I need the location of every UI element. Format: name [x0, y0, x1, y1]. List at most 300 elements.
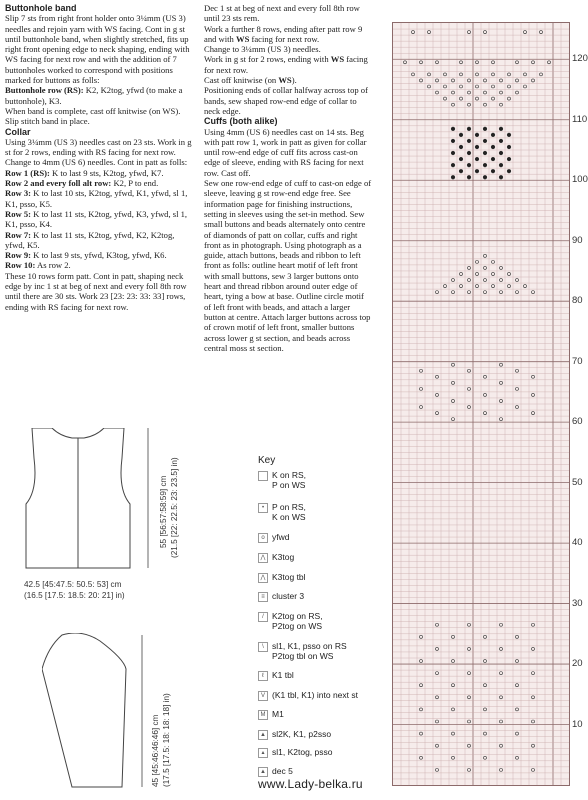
stitch-symbol [428, 31, 431, 34]
stitch-symbol [516, 406, 519, 409]
key-item [258, 552, 388, 562]
key-label: sl1, K1, psso on RS P2tog tbl on WS [272, 641, 347, 661]
vest-height-cm: 55 [56:57:58:59] cm [159, 475, 168, 548]
sleeve-height-in: (17.5 [17.5: 18: 18: 18] in) [162, 693, 171, 787]
key-symbol-icon: ▴ [258, 748, 268, 758]
stitch-symbol [468, 406, 471, 409]
buttonhole-band-text: Slip 7 sts from right front holder onto 3¼mm (US 3) needles and rejoin yarn with WS facing. Cont in g st until buttonhole band, when slightly stretched, fits up right front opening edge to neck shaping, ending with WS facing for next row and with the addition of 7 buttonholes worked to correspond with positions marked for buttons as folls: [5, 13, 190, 86]
instructions-column-2 [204, 3, 372, 353]
row-label: Row 10: [5, 260, 36, 271]
text-fragment: Work a further 8 rows, ending after patt row 9 and with [204, 23, 363, 44]
stitch-symbol [468, 647, 471, 650]
stitch-symbol [420, 732, 423, 735]
stitch-symbol [516, 61, 519, 64]
key-item [258, 709, 388, 719]
stitch-symbol [484, 266, 487, 269]
buttonhole-row-label: Buttonhole row (RS): [5, 85, 84, 96]
stitch-symbol [460, 85, 463, 88]
work-further-text [204, 24, 372, 45]
row-label: Row 1 (RS): [5, 167, 50, 178]
stitch-symbol [451, 127, 455, 131]
stitch-symbol [516, 684, 519, 687]
key-symbol-icon [258, 471, 268, 481]
stitch-symbol [500, 103, 503, 106]
stitch-symbol [507, 157, 511, 161]
row-label: 50 [572, 476, 583, 488]
stitch-symbol [452, 291, 455, 294]
stitch-symbol [516, 79, 519, 82]
finishing-text: Sew one row-end edge of cuff to cast-on edge of sleeve, leaving g st row-end edge free. See information page for finishing instructions, setting in sleeves using the set-in method. Sew small buttons and beads alternately onto centre of diamonds of patt on collar, cuffs and right front as in photograph. Using photograph as a guide, attach buttons, beads and ribbon to left front as folls: outline heart motif of left front with small buttons, sew 3 larger buttons onto heart and thread ribbon around outer edge of heart, tying a bow at base. Outline circle motif of left front with beads, and attach a larger button at centre. Attach larger buttons across top of crown motif of left front, smaller buttons across lower g st section, and beads across central moss st section. [204, 178, 372, 353]
stitch-symbol [500, 696, 503, 699]
stitch-symbol [500, 291, 503, 294]
stitch-symbol [524, 73, 527, 76]
stitch-symbol [468, 79, 471, 82]
stitch-symbol [436, 375, 439, 378]
stitch-symbol [451, 151, 455, 155]
vest-height-dimension [159, 476, 168, 548]
stitch-symbol [412, 73, 415, 76]
stitch-symbol [483, 139, 487, 143]
buttonhole-band-heading: Buttonhole band [5, 3, 77, 13]
stitch-symbol [500, 279, 503, 282]
stitch-symbol [516, 291, 519, 294]
chart-key [258, 455, 388, 776]
stitch-symbol [484, 291, 487, 294]
key-title: Key [258, 455, 276, 466]
stitch-symbol [476, 260, 479, 263]
row-label: 40 [572, 537, 583, 549]
stitch-symbol [483, 163, 487, 167]
stitch-symbol [491, 145, 495, 149]
row-label: 80 [572, 295, 583, 307]
stitch-symbol [475, 169, 479, 173]
stitch-symbol [452, 279, 455, 282]
key-item [258, 747, 388, 757]
row-label: Row 9: [5, 250, 32, 261]
stitch-symbol [484, 732, 487, 735]
vest-height-inch-dimension [170, 457, 179, 558]
stitch-symbol [468, 103, 471, 106]
stitch-symbol [532, 623, 535, 626]
row-text: K to last 10 sts, K2tog, yfwd, K1, yfwd, sl 1, K1, psso, K5. [5, 188, 188, 209]
stitch-symbol [484, 756, 487, 759]
row-label: 60 [572, 416, 583, 428]
stitch-symbol [467, 175, 471, 179]
stitch-symbol [476, 61, 479, 64]
stitch-symbol [468, 720, 471, 723]
pattern-row [5, 188, 195, 209]
stitch-symbol [468, 696, 471, 699]
stitch-symbol [460, 272, 463, 275]
ws-label: WS [235, 33, 250, 44]
stitch-symbol [484, 79, 487, 82]
ws-label: WS [278, 75, 292, 86]
key-label: P on RS, K on WS [272, 502, 306, 522]
instructions-column-1 [5, 3, 195, 312]
stitch-symbol [491, 157, 495, 161]
stitch-symbol [452, 381, 455, 384]
sleeve-height-inch-dimension [162, 693, 171, 787]
sleeve-height-cm: 45 [45:46:46:46] cm [151, 714, 160, 787]
stitch-symbol [484, 31, 487, 34]
stitch-symbol [516, 635, 519, 638]
stitch-symbol [444, 73, 447, 76]
stitch-symbol [540, 31, 543, 34]
stitch-symbol [452, 418, 455, 421]
row-label: Row 5: [5, 208, 32, 219]
stitch-symbol [524, 85, 527, 88]
stitch-symbol [452, 79, 455, 82]
row-label: 120 [572, 53, 588, 65]
key-label: K3tog tbl [272, 572, 306, 582]
knitting-chart [392, 22, 570, 786]
key-item [258, 532, 388, 542]
stitch-symbol [436, 696, 439, 699]
key-symbol-icon: M [258, 710, 268, 720]
collar-heading: Collar [5, 126, 31, 137]
stitch-symbol [500, 647, 503, 650]
stitch-symbol [459, 145, 463, 149]
stitch-symbol [468, 744, 471, 747]
stitch-symbol [468, 266, 471, 269]
stitch-symbol [499, 163, 503, 167]
vest-height-in: (21.5 [22: 22.5: 23: 23.5] in) [170, 457, 179, 558]
stitch-symbol [475, 145, 479, 149]
stitch-symbol [532, 647, 535, 650]
key-label: K3tog [272, 552, 295, 562]
stitch-symbol [436, 647, 439, 650]
stitch-symbol [451, 163, 455, 167]
stitch-symbol [475, 157, 479, 161]
stitch-symbol [436, 61, 439, 64]
stitch-symbol [468, 91, 471, 94]
stitch-symbol [420, 756, 423, 759]
stitch-symbol [451, 175, 455, 179]
key-item [258, 572, 388, 582]
key-symbol-icon: ▲ [258, 730, 268, 740]
stitch-symbol [484, 91, 487, 94]
key-item [258, 690, 388, 700]
stitch-symbol [420, 684, 423, 687]
cuffs-heading: Cuffs (both alike) [204, 116, 278, 127]
stitch-symbol [476, 97, 479, 100]
stitch-symbol [516, 387, 519, 390]
stitch-symbol [500, 623, 503, 626]
stitch-symbol [452, 684, 455, 687]
key-item [258, 641, 388, 661]
stitch-symbol [467, 139, 471, 143]
key-label: K on RS, P on WS [272, 470, 307, 490]
stitch-symbol [420, 708, 423, 711]
stitch-symbol [532, 79, 535, 82]
row-text: K to last 11 sts, K2tog, yfwd, K3, yfwd, sl 1, K1, psso, K4. [5, 208, 188, 230]
key-label: K2tog on RS, P2tog on WS [272, 611, 323, 631]
stitch-symbol [468, 291, 471, 294]
stitch-symbol [436, 720, 439, 723]
stitch-symbol [467, 127, 471, 131]
dec-text: Dec 1 st at beg of next and every foll 8th row until 23 sts rem. [204, 3, 360, 24]
stitch-symbol [500, 399, 503, 402]
key-item [258, 729, 388, 739]
key-item [258, 470, 388, 490]
stitch-symbol [476, 73, 479, 76]
key-item [258, 591, 388, 601]
pattern-row [5, 168, 195, 178]
stitch-symbol [452, 708, 455, 711]
row-label: 90 [572, 234, 583, 246]
stitch-symbol [476, 285, 479, 288]
stitch-symbol [532, 393, 535, 396]
key-item [258, 502, 388, 522]
stitch-symbol [436, 412, 439, 415]
key-symbol-icon: ≡ [258, 592, 268, 602]
stitch-symbol [492, 272, 495, 275]
stitch-symbol [499, 139, 503, 143]
stitch-symbol [420, 79, 423, 82]
stitch-symbol [532, 375, 535, 378]
stitch-symbol [492, 61, 495, 64]
key-label: dec 5 [272, 766, 293, 776]
row-text: K to last 9 sts, K2tog, yfwd, K7. [49, 167, 164, 178]
text-fragment: Cast off knitwise (on [204, 75, 279, 86]
stitch-symbol [500, 672, 503, 675]
stitch-symbol [452, 732, 455, 735]
stitch-symbol [476, 272, 479, 275]
text-fragment: facing for next row. [249, 33, 320, 44]
key-label: M1 [272, 709, 284, 719]
stitch-symbol [420, 61, 423, 64]
stitch-symbol [516, 91, 519, 94]
text-fragment: facing for next row. [204, 54, 368, 75]
stitch-symbol [436, 744, 439, 747]
stitch-symbol [508, 272, 511, 275]
row-label: 100 [572, 174, 588, 186]
stitch-symbol [483, 127, 487, 131]
stitch-symbol [516, 369, 519, 372]
stitch-symbol [452, 103, 455, 106]
stitch-symbol [507, 169, 511, 173]
stitch-symbol [516, 756, 519, 759]
stitch-symbol [452, 635, 455, 638]
stitch-symbol [484, 375, 487, 378]
text-fragment: ). [291, 75, 297, 86]
key-item [258, 766, 388, 776]
cuffs-text: Using 4mm (US 6) needles cast on 14 sts. Beg with patt row 1, work in patt as given for collar until row-end edge of cuff fits across cast-on edge of sleeve, ending with RS facing for next row. Cast off. [204, 126, 367, 178]
stitch-symbol [484, 254, 487, 257]
row-label: 10 [572, 718, 583, 730]
pattern-row [5, 178, 195, 188]
stitch-symbol [436, 672, 439, 675]
stitch-symbol [436, 291, 439, 294]
stitch-symbol [468, 672, 471, 675]
stitch-symbol [532, 696, 535, 699]
pattern-row [5, 260, 195, 270]
cast-off-text [204, 75, 372, 85]
stitch-symbol [532, 720, 535, 723]
watermark: www.Lady-belka.ru [258, 777, 363, 791]
key-items [258, 470, 388, 776]
stitch-symbol [484, 708, 487, 711]
stitch-symbol [428, 73, 431, 76]
stitch-symbol [484, 660, 487, 663]
stitch-symbol [516, 708, 519, 711]
stitch-symbol [500, 720, 503, 723]
key-symbol-icon: ℓ [258, 671, 268, 681]
key-label: sl2K, K1, p2sso [272, 729, 332, 739]
stitch-symbol [532, 61, 535, 64]
row-text: As row 2. [35, 260, 71, 271]
stitch-symbol [532, 768, 535, 771]
stitch-symbol [516, 732, 519, 735]
key-symbol-icon: / [258, 612, 268, 622]
stitch-symbol [508, 85, 511, 88]
stitch-symbol [492, 260, 495, 263]
stitch-symbol [452, 363, 455, 366]
key-label: yfwd [272, 532, 290, 542]
stitch-symbol [492, 97, 495, 100]
stitch-symbol [467, 151, 471, 155]
stitch-symbol [532, 412, 535, 415]
stitch-symbol [516, 279, 519, 282]
stitch-symbol [444, 285, 447, 288]
stitch-symbol [508, 73, 511, 76]
stitch-symbol [460, 61, 463, 64]
row-text: K to last 11 sts, K2tog, yfwd, K2, K2tog, yfwd, K5. [5, 229, 175, 250]
key-symbol-icon: o [258, 533, 268, 543]
stitch-symbol [492, 85, 495, 88]
vest-width-cm: 42.5 [45:47.5: 50.5: 53] cm [24, 580, 122, 589]
text-fragment: Work in g st for 2 rows, ending with [204, 54, 331, 65]
stitch-symbol [404, 61, 407, 64]
stitch-symbol [499, 151, 503, 155]
stitch-symbol [484, 103, 487, 106]
stitch-symbol [468, 369, 471, 372]
key-symbol-icon: ⋀ [258, 573, 268, 583]
stitch-symbol [420, 406, 423, 409]
change-needles-text: Change to 3¼mm (US 3) needles. [204, 44, 321, 55]
key-item [258, 611, 388, 631]
stitch-symbol [500, 79, 503, 82]
stitch-symbol [420, 387, 423, 390]
stitch-symbol [532, 672, 535, 675]
stitch-symbol [484, 635, 487, 638]
stitch-symbol [491, 133, 495, 137]
stitch-symbol [500, 91, 503, 94]
stitch-symbol [412, 31, 415, 34]
stitch-symbol [507, 145, 511, 149]
stitch-symbol [452, 91, 455, 94]
key-label: sl1, K2tog, psso [272, 747, 333, 757]
stitch-symbol [452, 399, 455, 402]
stitch-symbol [436, 91, 439, 94]
stitch-symbol [460, 97, 463, 100]
row-text: K2, P to end. [111, 178, 159, 189]
stitch-symbol [475, 133, 479, 137]
stitch-symbol [532, 291, 535, 294]
stitch-symbol [508, 285, 511, 288]
stitch-symbol [452, 660, 455, 663]
stitch-symbol [500, 418, 503, 421]
row-label: 70 [572, 355, 583, 367]
stitch-symbol [468, 768, 471, 771]
stitch-symbol [524, 31, 527, 34]
key-symbol-icon: \ [258, 642, 268, 652]
stitch-symbol [484, 279, 487, 282]
stitch-symbol [500, 768, 503, 771]
stitch-symbol [507, 133, 511, 137]
stitch-symbol [516, 660, 519, 663]
vest-width-in: (16.5 [17.5: 18.5: 20: 21] in) [24, 591, 125, 600]
stitch-symbol [500, 363, 503, 366]
stitch-symbol [436, 768, 439, 771]
stitch-symbol [452, 756, 455, 759]
stitch-symbol [467, 163, 471, 167]
key-item [258, 670, 388, 680]
positioning-text: Positioning ends of collar halfway across top of bands, sew shaped row-end edge of collar to neck edge. [204, 85, 368, 116]
buttonhole-row [5, 85, 195, 106]
pattern-row [5, 209, 195, 230]
sleeve-height-dimension [151, 715, 160, 787]
stitch-symbol [499, 175, 503, 179]
work-gst-text [204, 54, 372, 75]
stitch-symbol [484, 684, 487, 687]
stitch-symbol [508, 97, 511, 100]
band-complete-text: When band is complete, cast off knitwise (on WS). Slip stitch band in place. [5, 105, 181, 127]
stitch-symbol [524, 285, 527, 288]
pattern-row [5, 250, 195, 260]
stitch-symbol [459, 133, 463, 137]
stitch-symbol [436, 393, 439, 396]
stitch-symbol [483, 151, 487, 155]
row-label: 30 [572, 597, 583, 609]
stitch-symbol [420, 660, 423, 663]
stitch-symbol [420, 635, 423, 638]
key-symbol-icon: ▲ [258, 767, 268, 777]
stitch-symbol [460, 285, 463, 288]
stitch-symbol [459, 157, 463, 161]
key-symbol-icon: ⋀ [258, 553, 268, 563]
key-symbol-icon: • [258, 503, 268, 513]
stitch-symbol [500, 381, 503, 384]
row-label: 110 [572, 113, 588, 125]
pattern-row [5, 230, 195, 251]
stitch-symbol [460, 73, 463, 76]
stitch-symbol [499, 127, 503, 131]
stitch-symbol [468, 387, 471, 390]
stitch-symbol [468, 279, 471, 282]
stitch-symbol [428, 85, 431, 88]
stitch-symbol [436, 79, 439, 82]
stitch-symbol [500, 744, 503, 747]
collar-text: Using 3¼mm (US 3) needles cast on 23 sts. Work in g st for 2 rows, ending with RS facing for next row. Change to 4mm (US 6) needles. Cont in patt as folls: [5, 136, 192, 168]
stitch-symbol [459, 169, 463, 173]
stitch-symbol [468, 623, 471, 626]
stitch-symbol [468, 31, 471, 34]
stitch-symbol [451, 139, 455, 143]
stitch-symbol [444, 85, 447, 88]
stitch-symbol [540, 73, 543, 76]
stitch-symbol [483, 175, 487, 179]
ws-label: WS [330, 54, 345, 65]
stitch-symbol [484, 412, 487, 415]
stitch-symbol [500, 266, 503, 269]
row-text: K to last 9 sts, yfwd, K3tog, yfwd, K6. [31, 250, 167, 261]
stitch-symbol [444, 97, 447, 100]
stitch-symbol [492, 73, 495, 76]
after-rows-text: These 10 rows form patt. Cont in patt, shaping neck edge by inc 1 st at beg of next and every foll 8th row until there are 30 sts. Work 23 [23: 23: 33: 33] rows, ending with RS facing for next row. [5, 270, 187, 312]
stitch-symbol [492, 285, 495, 288]
stitch-symbol [484, 393, 487, 396]
